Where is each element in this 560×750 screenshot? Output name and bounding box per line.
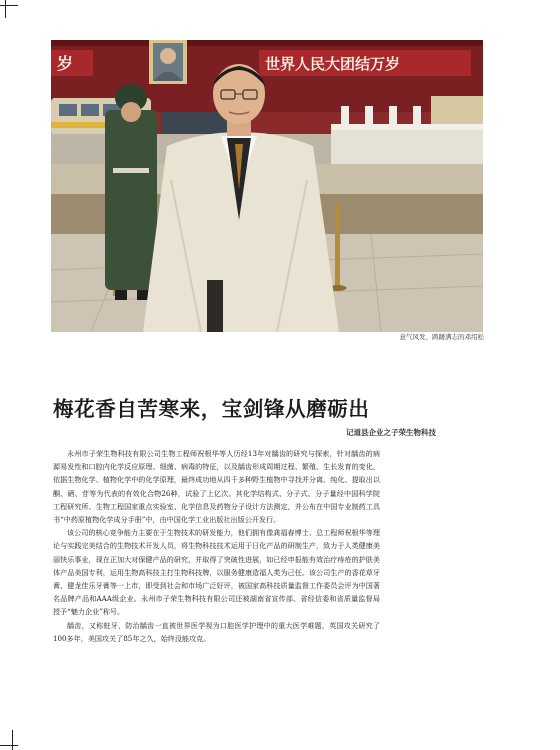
- article-headline: 梅花香自苦寒来，宝剑锋从磨砺出: [53, 397, 370, 421]
- body-paragraph: 龋齿，又称蛀牙，防治龋齿一直被世界医学视为口腔医学护理中的重大医学难题，英国攻关研究了100多年，美国攻关了85年之久，始终没能攻克。: [53, 620, 380, 643]
- tiananmen-portrait-photo: [51, 40, 483, 332]
- crop-mark-top-left-horizontal: [0, 5, 18, 6]
- crop-mark-bottom-left-horizontal: [0, 745, 18, 746]
- article-body: [53, 447, 380, 645]
- photo-caption: 意气风发、踌躇满志的邓绍松: [399, 333, 484, 341]
- body-paragraph: 该公司的核心竞争能力主要在于生物技术的研发能力，他们拥有像龚福春博士、总工程师祝根华等理论与实践完美结合的生物技术开发人员，将生物科技技术运用于日化产品的研制生产，致力于人类健康美丽快乐事业，现在正加大对保健产品的研究，并取得了突破性进展，如已经申报能有效治疗痔疮的护肤美体产品美国专利，运用生物高科技主打生物科技牌，以服务健康造福人类为己任。该公司生产的香花草牙膏、健龙佳乐牙膏等一上市，即受到社会和市场广泛好评，被国家高科技质量监督工作委员会评为中国著名品牌产品和AAA级企业。永州市子荣生物科技有限公司还被湖南省宣传部、省经信委和省质量监督局授予“魅力企业”称号。: [53, 528, 380, 617]
- article-subtitle: 记道县企业之子荣生物科技: [346, 428, 436, 437]
- crop-mark-bottom-left-vertical: [12, 730, 13, 750]
- crop-mark-top-left-vertical: [5, 0, 6, 18]
- body-paragraph: 永州市子荣生物科技有限公司生物工程师祝根华等人历经13年对龋齿的研究与探索，针对龋齿的病源易发性和口腔内化学反应原理、细菌、病毒的特征，以及龋齿形成周期过程、繁殖、生长发育的变化，依据生物化学、植物化学中的化学原理，最终成功地从四千多种野生植物中寻找并分离、纯化、提取出以酮、硒、苷等为代表的有效化合物26种，试验了上亿次。其化学结构式、分子式、分子量经中国科学院工程研究所、生物工程国家重点实验室、化学信息及药物分子设计方法测定，并公布在中国专业制药工具书“中药原植物化学成分手册”中，由中国化学工业出版社出版公开发行。: [53, 449, 380, 525]
- banner-right-text: 世界人民大团结万岁: [265, 55, 401, 73]
- banner-left-text: 岁: [57, 54, 74, 73]
